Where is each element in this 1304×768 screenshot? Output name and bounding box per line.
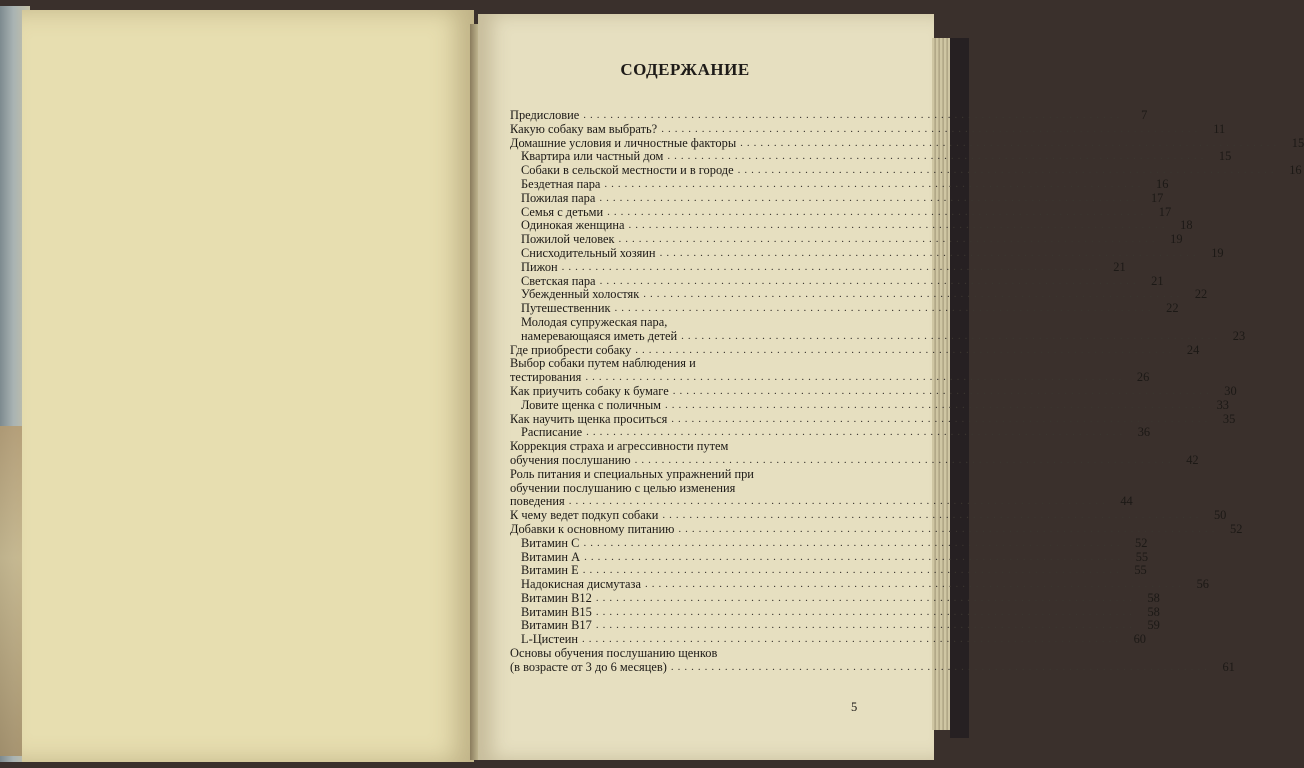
toc-entry-title: Витамин В17 xyxy=(521,618,592,633)
toc-entry-title: Домашние условия и личностные факторы xyxy=(510,135,737,150)
toc-entry-title: Основы обучения послушанию щенков xyxy=(510,646,718,661)
toc-subentry xyxy=(510,535,1148,551)
toc-entry-line xyxy=(521,618,1160,633)
toc-subentry xyxy=(510,163,1302,178)
dot-leader: ................................................................................ xyxy=(595,605,1136,618)
toc-page-number: 50 xyxy=(1213,508,1227,523)
dot-leader: ................................................................................ xyxy=(604,177,1145,190)
toc-entry-line xyxy=(521,163,1302,178)
toc-entry-title: Молодая супружеская пара, xyxy=(521,314,668,329)
toc-subentry xyxy=(510,590,1160,606)
toc-entry-title: Убежденный холостяк xyxy=(521,287,640,302)
toc-entry-line xyxy=(521,425,1151,440)
toc-page-number: 7 xyxy=(1141,108,1148,122)
toc-entry-line xyxy=(521,328,1246,344)
dot-leader: ................................................................................ xyxy=(561,260,1102,273)
toc-page-number: 17 xyxy=(1150,190,1164,205)
toc-entry-line xyxy=(521,590,1160,606)
toc-entry-line xyxy=(521,176,1169,192)
toc-subentry xyxy=(510,273,1164,289)
toc-entry xyxy=(510,646,1235,675)
toc-entry-title: К чему ведет подкуп собаки xyxy=(510,508,659,523)
toc-entry-line xyxy=(510,135,1304,151)
toc-page-number: 17 xyxy=(1158,204,1172,219)
toc-subentry xyxy=(510,563,1147,578)
dot-leader: ................................................................................ xyxy=(585,371,1126,384)
toc-page-number: 52 xyxy=(1135,535,1148,550)
toc-entry-title: Витамин С xyxy=(521,535,580,550)
dot-leader: ................................................................................ xyxy=(599,191,1140,204)
toc-entry-line xyxy=(521,218,1193,233)
toc-entry-title: Путешественник xyxy=(521,301,611,316)
toc-entry-line xyxy=(521,549,1149,565)
dot-leader: ................................................................................ xyxy=(635,343,1176,356)
toc-page-number: 44 xyxy=(1120,494,1133,509)
toc-entry xyxy=(510,356,1150,385)
toc-subentry xyxy=(510,259,1126,275)
toc-page-number: 15 xyxy=(1218,149,1232,164)
dot-leader: ................................................................................ xyxy=(681,329,1222,342)
toc-entry-line xyxy=(510,121,1226,137)
toc-entry-title: Добавки к основному питанию xyxy=(510,521,675,536)
toc-subentry xyxy=(510,176,1169,192)
toc-entry-title: поведения xyxy=(510,494,565,509)
toc-entry xyxy=(510,411,1236,427)
toc-entry xyxy=(510,466,1133,509)
toc-entry-title: Одинокая женщина xyxy=(521,218,625,233)
dot-leader: ................................................................................ xyxy=(665,398,1205,411)
toc-entry-line xyxy=(510,108,1148,123)
toc-entry-title: Какую собаку вам выбрать? xyxy=(510,121,658,136)
toc-entry-title: Витамин А xyxy=(521,549,581,564)
toc-subentry xyxy=(510,204,1172,220)
toc-page-number: 35 xyxy=(1222,411,1236,426)
toc-entry-title: Пожилой человек xyxy=(521,232,615,247)
toc-entry-line xyxy=(510,342,1200,358)
toc-subentry xyxy=(510,425,1151,440)
toc-entry-title: Снисходительный хозяин xyxy=(521,245,656,260)
toc-entry-line xyxy=(521,397,1229,413)
toc-entry-line xyxy=(510,383,1237,399)
toc-entry-title: Бездетная пара xyxy=(521,176,601,191)
toc-entry-line xyxy=(521,632,1146,647)
toc-entry-line xyxy=(521,577,1209,592)
toc-subentry xyxy=(510,190,1164,206)
toc-entry xyxy=(510,521,1243,537)
toc-entry-title: обучения послушанию xyxy=(510,452,631,467)
toc-page-number: 55 xyxy=(1134,563,1147,578)
dot-leader: ................................................................................ xyxy=(607,205,1148,218)
toc-entry xyxy=(510,508,1227,523)
dot-leader: ................................................................................ xyxy=(740,136,1281,149)
toc-entry-title: Где приобрести собаку xyxy=(510,342,632,357)
toc-page-number: 21 xyxy=(1113,259,1126,274)
dot-leader: ................................................................................ xyxy=(667,150,1208,163)
toc-subentry xyxy=(510,232,1183,247)
toc-entry xyxy=(510,121,1226,137)
toc-entry-line xyxy=(510,411,1236,427)
toc-entry-title: Квартира или частный дом xyxy=(521,149,664,164)
toc-entry-title: Пижон xyxy=(521,259,558,274)
toc-entry-line xyxy=(521,232,1183,247)
toc-entry-line xyxy=(521,149,1232,164)
toc-entry-line xyxy=(521,245,1224,261)
toc-entry-line xyxy=(510,508,1227,523)
dot-leader: ................................................................................ xyxy=(634,453,1175,466)
toc-entry-title: Витамин Е xyxy=(521,563,579,578)
toc-subentry xyxy=(510,604,1160,620)
toc-entry-line xyxy=(521,563,1147,578)
toc-page-number: 16 xyxy=(1156,176,1169,191)
toc-entry-line xyxy=(521,190,1164,206)
toc-entry-title: Семья с детьми xyxy=(521,204,604,219)
toc-heading: СОДЕРЖАНИЕ xyxy=(620,60,750,79)
dot-leader: ................................................................................ xyxy=(737,164,1278,177)
toc-subentry xyxy=(510,287,1208,302)
dot-leader: ................................................................................ xyxy=(672,384,1213,397)
toc-page-number: 19 xyxy=(1170,232,1183,247)
dot-leader: ................................................................................ xyxy=(614,302,1155,315)
toc-page-number: 23 xyxy=(1232,328,1246,343)
toc-entry-title: Как научить щенка проситься xyxy=(510,411,668,426)
dot-leader: ................................................................................ xyxy=(644,578,1185,591)
dot-leader: ................................................................................ xyxy=(662,509,1203,522)
toc-entry xyxy=(510,135,1304,151)
dot-leader: ................................................................................ xyxy=(643,288,1184,301)
toc-entry-title: обучении послушанию с целью изменения xyxy=(510,480,736,495)
toc-entry-title: Светская пара xyxy=(521,273,596,288)
dot-leader: ................................................................................ xyxy=(595,619,1136,632)
toc-page-number: 22 xyxy=(1166,301,1179,316)
toc-page-number: 33 xyxy=(1216,397,1229,412)
toc-entry-line xyxy=(510,370,1150,385)
dot-leader: ................................................................................ xyxy=(671,412,1212,425)
toc-entry-title: Роль питания и специальных упражнений при xyxy=(510,466,754,481)
toc-entry-line xyxy=(510,494,1133,509)
toc-subentry xyxy=(510,149,1232,164)
dot-leader: ................................................................................ xyxy=(599,274,1140,287)
toc-page-number: 56 xyxy=(1196,577,1209,592)
toc-page-number: 19 xyxy=(1211,245,1224,260)
toc-entry-title: Коррекция страха и агрессивности путем xyxy=(510,439,729,454)
dot-leader: ................................................................................ xyxy=(595,591,1136,604)
toc-entry-title: Витамин В15 xyxy=(521,604,592,619)
dot-leader: ................................................................................ xyxy=(618,233,1159,246)
toc-entry-title: Как приучить собаку к бумаге xyxy=(510,383,669,398)
toc-page-number: 59 xyxy=(1147,618,1160,633)
dot-leader: ................................................................................ xyxy=(628,219,1169,232)
toc-entry-title: Выбор собаки путем наблюдения и xyxy=(510,356,696,371)
toc-entry-title: (в возрасте от 3 до 6 месяцев) xyxy=(510,659,667,674)
toc-page-number: 22 xyxy=(1194,287,1208,302)
toc-page-number: 52 xyxy=(1230,521,1243,536)
toc-page-number: 24 xyxy=(1186,342,1200,357)
dot-leader: ................................................................................ xyxy=(670,660,1211,673)
toc-entry xyxy=(510,342,1200,358)
toc-subentry xyxy=(510,577,1209,592)
toc-entry-title: тестирования xyxy=(510,370,582,385)
toc-entry-line xyxy=(521,287,1208,302)
dot-leader: ................................................................................ xyxy=(582,564,1123,577)
toc-entry-line xyxy=(521,301,1179,316)
toc-page-number: 16 xyxy=(1289,163,1302,178)
toc-entry-line xyxy=(521,604,1160,620)
toc-entry-line xyxy=(510,452,1199,468)
toc-entry xyxy=(510,108,1148,123)
dot-leader: ................................................................................ xyxy=(659,246,1200,259)
toc-subentry xyxy=(510,245,1224,261)
toc-page-number: 36 xyxy=(1137,425,1151,440)
toc-entry-title: намеревающаяся иметь детей xyxy=(521,328,678,343)
toc-page-number: 58 xyxy=(1147,604,1160,619)
toc-subentry xyxy=(510,301,1179,316)
toc-page-number: 42 xyxy=(1186,452,1199,467)
toc-entry-line xyxy=(510,659,1235,675)
toc-page-number: 60 xyxy=(1133,632,1146,647)
toc-entry-line xyxy=(521,273,1164,289)
table-of-contents xyxy=(510,108,1304,675)
toc-page-number: 18 xyxy=(1180,218,1193,233)
toc-page-number: 11 xyxy=(1213,121,1226,136)
toc-entry-title: Расписание xyxy=(521,425,583,440)
toc-entry-title: Предисловие xyxy=(510,108,580,122)
toc-subentry xyxy=(510,618,1160,633)
toc-page-number: 61 xyxy=(1222,659,1235,674)
dot-leader: ................................................................................ xyxy=(583,536,1124,549)
toc-entry-title: Пожилая пара xyxy=(521,190,596,205)
toc-entry-title: Ловите щенка с поличным xyxy=(521,397,661,412)
dot-leader: ................................................................................ xyxy=(661,122,1202,135)
toc-entry xyxy=(510,383,1237,399)
toc-entry-title: Надокисная дисмутаза xyxy=(521,577,641,592)
toc-entry-title: Собаки в сельской местности и в городе xyxy=(521,163,734,178)
toc-subentry xyxy=(510,218,1193,233)
left-page-blank xyxy=(22,10,474,762)
toc-subentry xyxy=(510,632,1146,647)
dot-leader: ................................................................................ xyxy=(581,633,1122,646)
toc-page-number: 55 xyxy=(1135,549,1149,564)
toc-entry-line xyxy=(510,521,1243,537)
toc-entry xyxy=(510,439,1199,468)
dot-leader: ................................................................................ xyxy=(678,522,1219,535)
toc-entry-title: Витамин В12 xyxy=(521,590,592,605)
toc-page-number: 15 xyxy=(1291,135,1304,150)
toc-entry-title: L-Цистеин xyxy=(521,632,578,647)
toc-page-number: 30 xyxy=(1224,383,1237,398)
toc-subentry xyxy=(510,314,1246,344)
toc-entry-line xyxy=(521,204,1172,220)
dot-leader: ................................................................................ xyxy=(584,550,1125,563)
dot-leader: ................................................................................ xyxy=(568,495,1109,508)
dot-leader: ................................................................................ xyxy=(586,426,1127,439)
dot-leader: ................................................................................ xyxy=(583,109,1124,121)
toc-page-number: 21 xyxy=(1151,273,1164,288)
toc-page-number: 58 xyxy=(1147,590,1160,605)
toc-subentry xyxy=(510,549,1149,565)
page-number: 5 xyxy=(851,700,858,714)
toc-entry-line xyxy=(521,259,1126,275)
toc-entry-line xyxy=(521,535,1148,551)
toc-subentry xyxy=(510,397,1229,413)
toc-page-number: 26 xyxy=(1136,370,1150,385)
